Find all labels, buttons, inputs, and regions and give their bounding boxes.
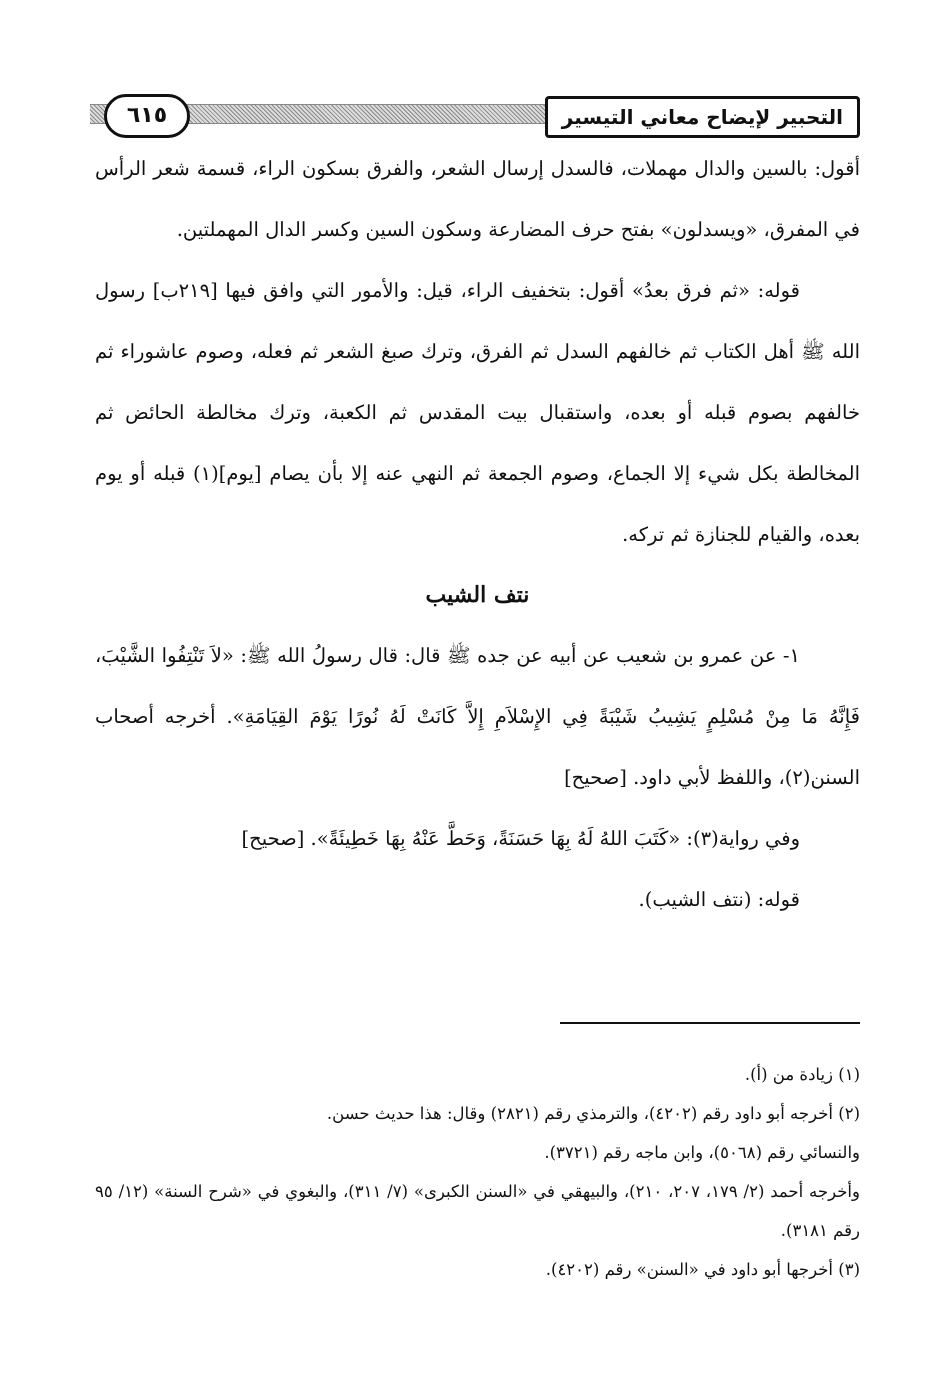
main-text	[95, 138, 860, 930]
footnote-2-continued-2: وأخرجه أحمد (٢/ ١٧٩، ٢٠٧، ٢١٠)، والبيهقي في «السنن الكبرى» (٧/ ٣١١)، والبغوي في «شرح السنة» (١٢/ ٩٥ رقم ٣١٨١).	[95, 1182, 860, 1240]
narration-paragraph: وفي رواية(٣): «كَتَبَ اللهُ لَهُ بِهَا حَسَنَةً، وَحَطَّ عَنْهُ بِهَا خَطِيئَةً». [صحيح]	[241, 827, 800, 850]
footnote-2: (٢) أخرجه أبو داود رقم (٤٢٠٢)، والترمذي رقم (٢٨٢١) وقال: هذا حديث حسن.	[326, 1104, 860, 1123]
page-number: ٦١٥	[104, 94, 190, 138]
footnote-3: (٣) أخرجها أبو داود في «السنن» رقم (٤٢٠٢).	[545, 1260, 860, 1279]
section-heading: نتف الشيب	[425, 582, 530, 608]
commentary-start: قوله: (نتف الشيب).	[638, 888, 800, 911]
footnote-separator	[560, 1022, 860, 1024]
footnote-1: (١) زيادة من (أ).	[744, 1065, 860, 1084]
footnotes	[95, 1055, 860, 1289]
running-header	[90, 92, 860, 138]
footnote-2-continued: والنسائي رقم (٥٠٦٨)، وابن ماجه رقم (٣٧٢١).	[544, 1143, 860, 1162]
paragraph-commentary-1: أقول: بالسين والدال مهملات، فالسدل إرسال الشعر، والفرق بسكون الراء، قسمة شعر الرأس في المفرق، «ويسدلون» بفتح حرف المضارعة وسكون السين وكسر الدال المهملتين.	[95, 157, 860, 241]
hadith-paragraph: ١- عن عمرو بن شعيب عن أبيه عن جده ﷺ قال: قال رسولُ الله ﷺ: «لاَ تَنْتِفُوا الشَّيْبَ، فَإِنَّهُ مَا مِنْ مُسْلِمٍ يَشِيبُ شَيْبَةً فِي الإِسْلاَمِ إِلاَّ كَانَتْ لَهُ نُورًا يَوْمَ القِيَامَةِ». أخرجه أصحاب السنن(٢)، واللفظ لأبي داود. [صحيح]	[95, 644, 860, 789]
book-title: التحبير لإيضاح معاني التيسير	[545, 96, 860, 138]
paragraph-commentary-2: قوله: «ثم فرق بعدُ» أقول: بتخفيف الراء، قيل: والأمور التي وافق فيها [٢١٩ب] رسول الله ﷺ أهل الكتاب ثم خالفهم السدل ثم الفرق، وترك صبغ الشعر ثم فعله، وصوم عاشوراء ثم خالفهم بصوم قبله أو بعده، واستقبال بيت المقدس ثم الكعبة، وترك مخالطة الحائض ثم المخالطة بكل شيء إلا الجماع، وصوم الجمعة ثم النهي عنه إلا بأن يصام [يوم](١) قبله أو يوم بعده، والقيام للجنازة ثم تركه.	[95, 279, 860, 546]
